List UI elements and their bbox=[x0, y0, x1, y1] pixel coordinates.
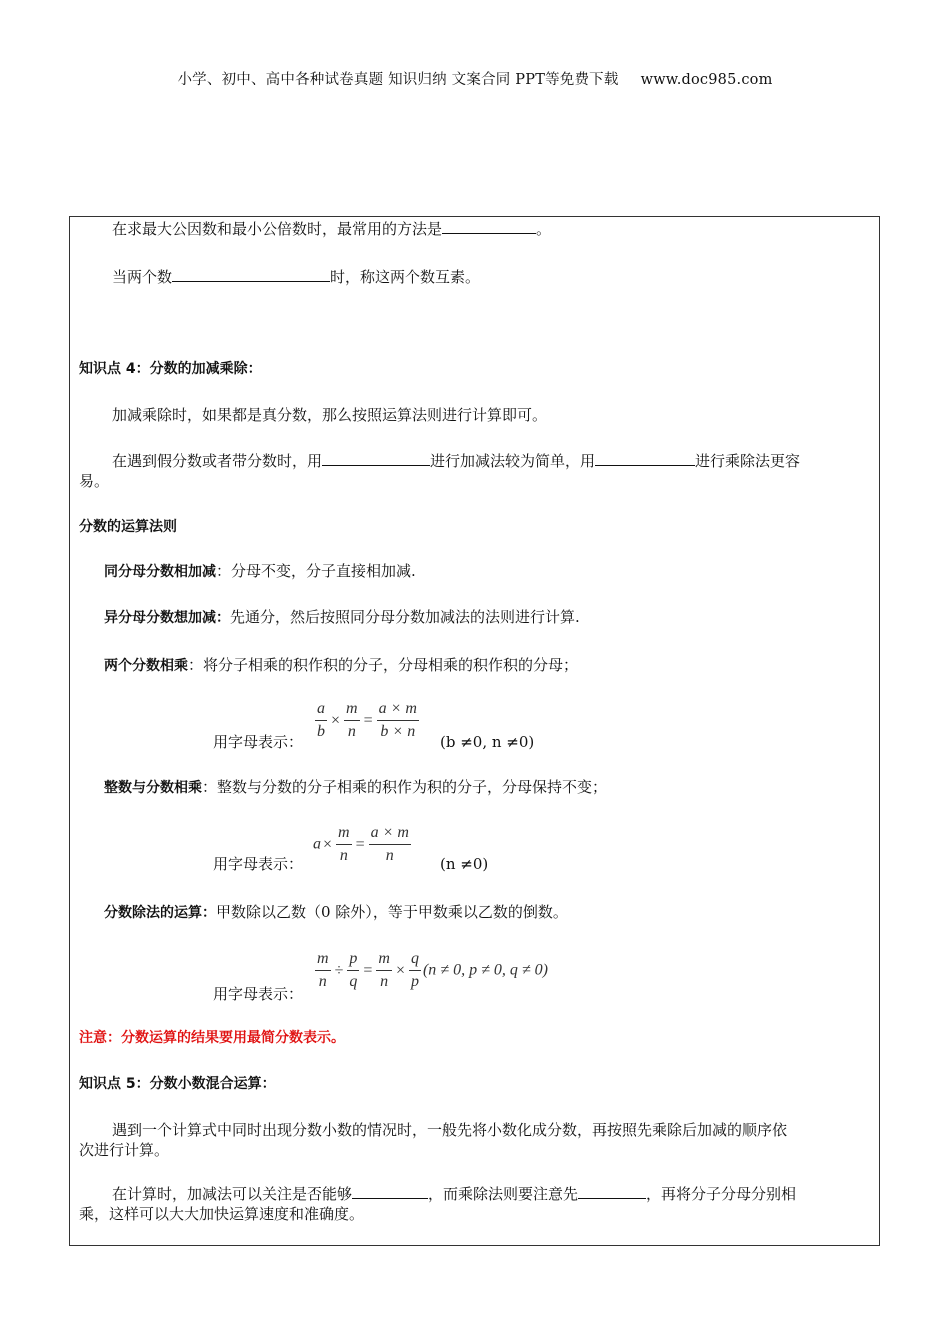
rule-different-denominator bbox=[104, 606, 580, 629]
formula-fraction-multiply: $\frac{a}{b}$ × $\frac{m}{n}$ = $\frac{a \times m}{b \times n}$ bbox=[317, 700, 417, 740]
kp5-para1-line2: 次进行计算。 bbox=[79, 1141, 170, 1159]
kp5-para1-line1: 遇到一个计算式中同时出现分数小数的情况时，一般先将小数化成分数，再按照先乘除后加减的顺序依 bbox=[112, 1121, 788, 1139]
rule4-heading: 整数与分数相乘 bbox=[104, 780, 202, 796]
kp4-para2-text-a: 在遇到假分数或者带分数时，用 bbox=[112, 452, 323, 470]
rule-fraction-divide bbox=[104, 901, 568, 924]
rule4-condition: (n ≠0) bbox=[440, 855, 489, 873]
rule-fraction-multiply bbox=[104, 654, 578, 677]
formula-integer-multiply: a × $\frac{m}{n}$ = $\frac{a \times m}{n}$ bbox=[313, 824, 409, 864]
rule2-heading: 异分母分数想加减： bbox=[104, 610, 230, 626]
rules-title: 分数的运算法则 bbox=[79, 519, 177, 535]
kp4-para2-line2: 易。 bbox=[79, 472, 110, 490]
coprime-text-a: 当两个数 bbox=[112, 268, 173, 286]
kp4-para2-line1 bbox=[112, 450, 800, 472]
kp4-blank-2[interactable] bbox=[595, 451, 695, 466]
rule3-text: ：将分子相乘的积作积的分子，分母相乘的积作积的分母； bbox=[188, 656, 579, 674]
rule-integer-multiply bbox=[104, 776, 607, 799]
kp5-title: 知识点 5：分数小数混合运算： bbox=[79, 1076, 276, 1092]
rule3-letter-label: 用字母表示： bbox=[213, 733, 304, 751]
kp5-para2-text-c: ，再将分子分母分别相 bbox=[646, 1185, 797, 1203]
page-header bbox=[0, 68, 950, 89]
rule1-text: ：分母不变，分子直接相加减. bbox=[216, 562, 416, 580]
rule5-letter-label: 用字母表示： bbox=[213, 985, 304, 1003]
gcd-lcm-text: 在求最大公因数和最小公倍数时，最常用的方法是 bbox=[112, 220, 443, 238]
note-simplest-form: 注意：分数运算的结果要用最简分数表示。 bbox=[79, 1030, 345, 1046]
rule1-heading: 同分母分数相加减 bbox=[104, 564, 216, 580]
header-site: www.doc985.com bbox=[640, 72, 773, 88]
gcd-lcm-end: 。 bbox=[536, 220, 552, 238]
coprime-text-b: 时，称这两个数互素。 bbox=[330, 268, 481, 286]
rule4-text: ：整数与分数的分子相乘的积作为积的分子，分母保持不变； bbox=[202, 778, 608, 796]
kp5-blank-1[interactable] bbox=[352, 1184, 428, 1199]
rule4-letter-label: 用字母表示： bbox=[213, 855, 304, 873]
gcd-lcm-line bbox=[112, 218, 551, 240]
coprime-line bbox=[112, 266, 480, 288]
rule-same-denominator bbox=[104, 560, 416, 583]
coprime-blank[interactable] bbox=[172, 267, 330, 282]
formula-fraction-divide: $\frac{m}{n}$ ÷ $\frac{p}{q}$ = $\frac{m}{n}$ × $\frac{q}{p}$ (n ≠ 0, p ≠ 0, q ≠ 0) bbox=[317, 950, 548, 990]
kp4-para1: 加减乘除时，如果都是真分数，那么按照运算法则进行计算即可。 bbox=[112, 406, 548, 424]
rule3-heading: 两个分数相乘 bbox=[104, 658, 188, 674]
kp5-para2-text-a: 在计算时，加减法可以关注是否能够 bbox=[112, 1185, 353, 1203]
rule2-text: 先通分，然后按照同分母分数加减法的法则进行计算. bbox=[230, 608, 580, 626]
kp5-blank-2[interactable] bbox=[578, 1184, 646, 1199]
rule5-text: 甲数除以乙数（0 除外），等于甲数乘以乙数的倒数。 bbox=[216, 903, 568, 921]
kp4-para2-text-c: 进行乘除法更容 bbox=[695, 452, 801, 470]
rule5-heading: 分数除法的运算： bbox=[104, 905, 216, 921]
kp4-blank-1[interactable] bbox=[322, 451, 430, 466]
gcd-lcm-blank[interactable] bbox=[442, 219, 536, 234]
header-text: 小学、初中、高中各种试卷真题 知识归纳 文案合同 PPT等免费下载 bbox=[177, 72, 619, 88]
kp5-para2-line2: 乘，这样可以大大加快运算速度和准确度。 bbox=[79, 1205, 365, 1223]
kp5-para2-text-b: ，而乘除法则要注意先 bbox=[428, 1185, 579, 1203]
rule5-condition: (n ≠ 0, p ≠ 0, q ≠ 0) bbox=[422, 961, 548, 979]
kp5-para2-line1 bbox=[112, 1183, 796, 1205]
kp4-title: 知识点 4：分数的加减乘除： bbox=[79, 361, 262, 377]
kp4-para2-text-b: 进行加减法较为简单，用 bbox=[430, 452, 596, 470]
rule3-condition: (b ≠0, n ≠0) bbox=[440, 733, 535, 751]
